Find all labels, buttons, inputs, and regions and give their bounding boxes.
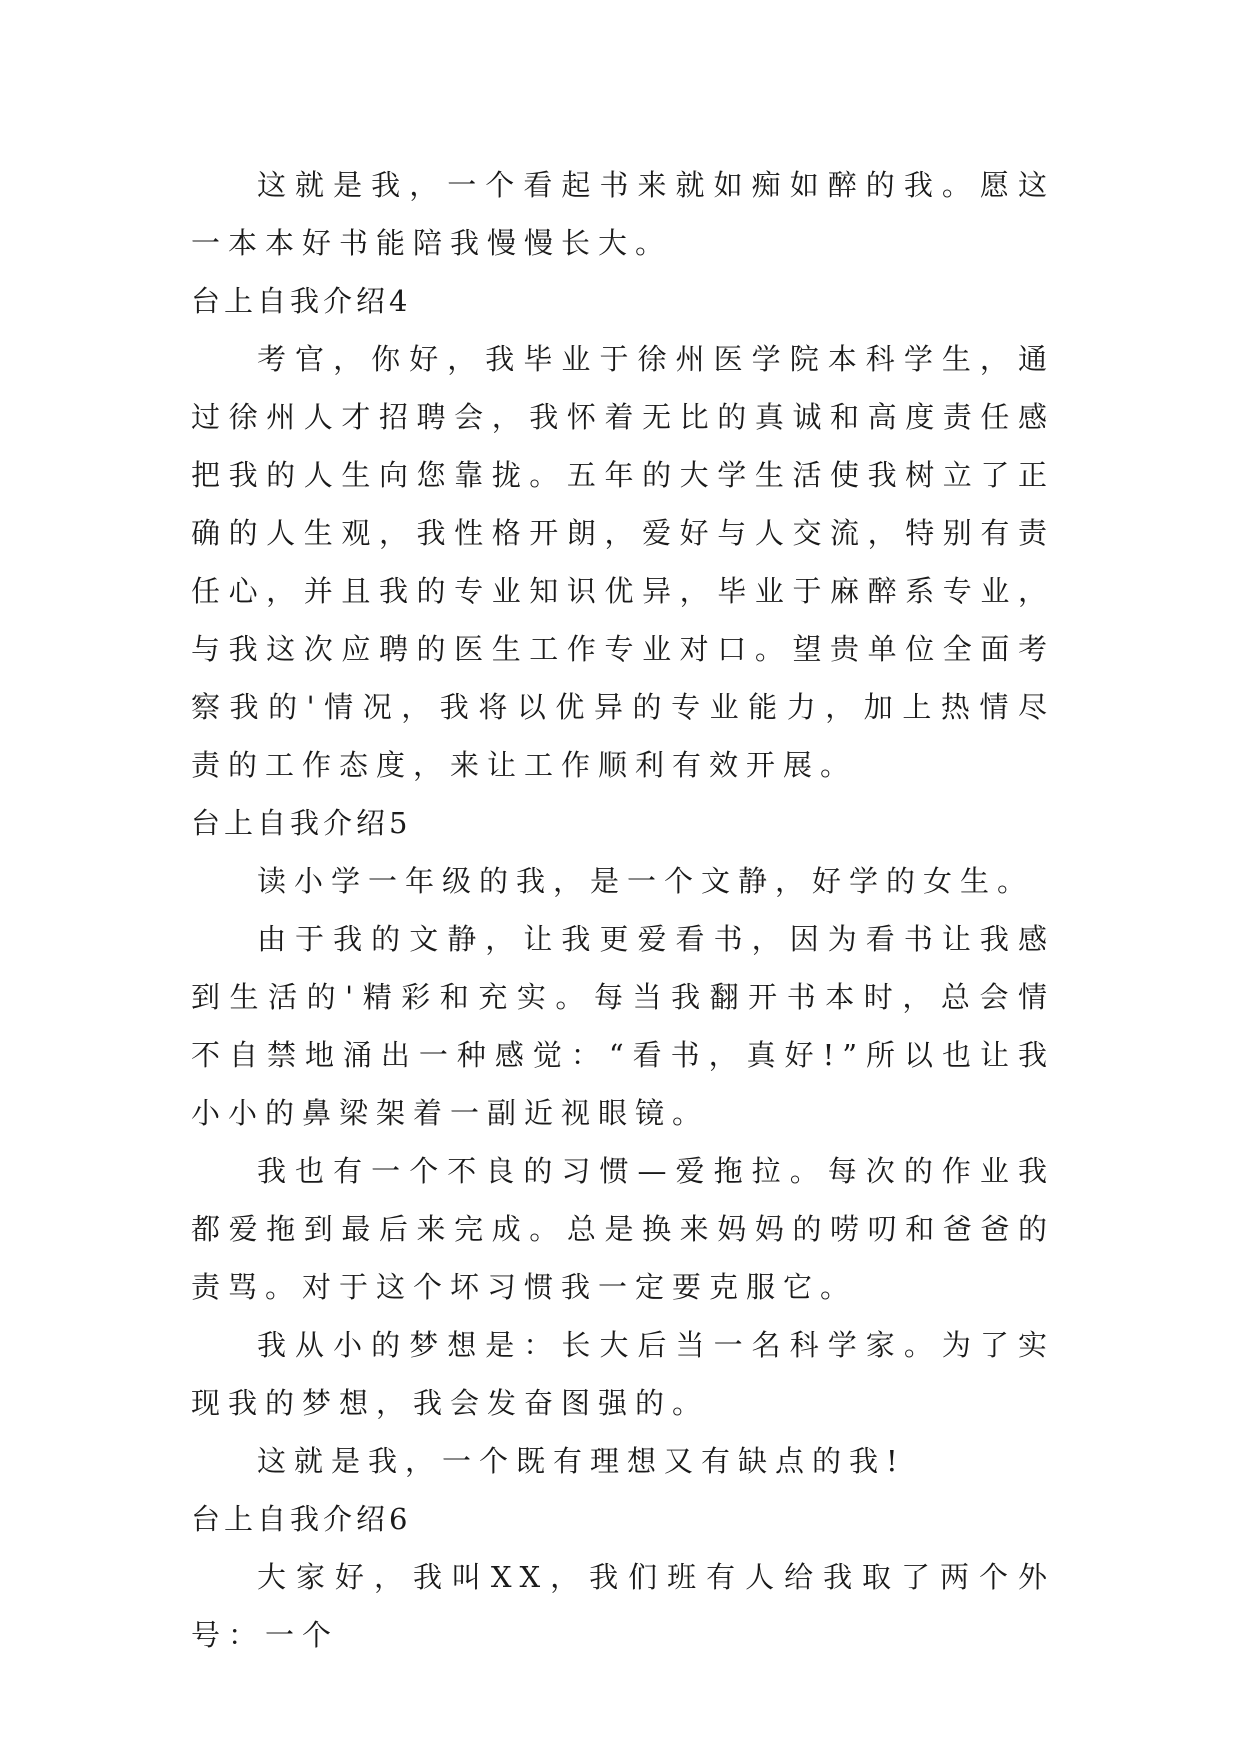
paragraph: 考官，你好，我毕业于徐州医学院本科学生，通过徐州人才招聘会，我怀着无比的真诚和高度责任感把我的人生向您靠拢。五年的大学生活使我树立了正确的人生观，我性格开朗，爱好与人交流，特别有责任心，并且我的专业知识优异，毕业于麻醉系专业，与我这次应聘的医生工作专业对口。望贵单位全面考察我的'情况，我将以优异的专业能力，加上热情尽责的工作态度，来让工作顺利有效开展。 [191, 342, 1055, 782]
paragraph: 大家好，我叫XX，我们班有人给我取了两个外号：一个 [191, 1560, 1055, 1652]
document-body [191, 156, 1055, 1664]
paragraph: 这就是我，一个既有理想又有缺点的我! [257, 1444, 906, 1478]
paragraph: 读小学一年级的我，是一个文静，好学的女生。 [257, 864, 1035, 898]
paragraph: 我也有一个不良的习惯—爱拖拉。每次的作业我都爱拖到最后来完成。总是换来妈妈的唠叨和爸爸的责骂。对于这个坏习惯我一定要克服它。 [191, 1154, 1055, 1304]
section-heading: 台上自我介绍6 [191, 1502, 412, 1536]
paragraph: 由于我的文静，让我更爱看书，因为看书让我感到生活的'精彩和充实。每当我翻开书本时，总会情不自禁地涌出一种感觉：“看书，真好!”所以也让我小小的鼻梁架着一副近视眼镜。 [191, 922, 1055, 1130]
paragraph: 我从小的梦想是：长大后当一名科学家。为了实现我的梦想，我会发奋图强的。 [191, 1328, 1055, 1420]
section-heading: 台上自我介绍4 [191, 284, 412, 318]
paragraph: 这就是我，一个看起书来就如痴如醉的我。愿这一本本好书能陪我慢慢长大。 [191, 168, 1055, 260]
section-heading: 台上自我介绍5 [191, 806, 412, 840]
